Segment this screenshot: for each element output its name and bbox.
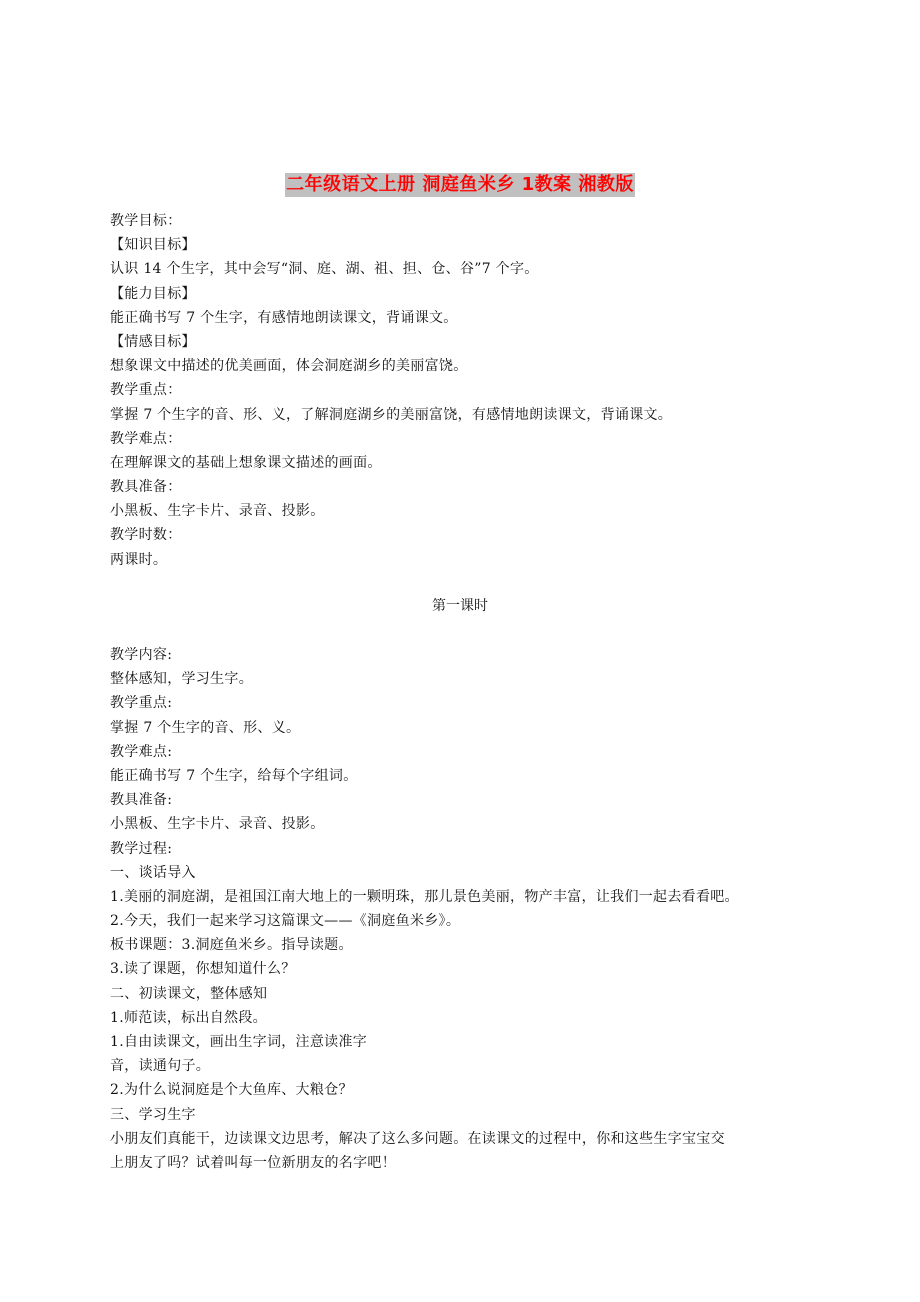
heading-knowledge-goal: 【知识目标】 bbox=[110, 237, 196, 254]
difficulties-text: 在理解课文的基础上想象课文描述的画面。 bbox=[110, 454, 382, 471]
heading-lesson-content: 教学内容: bbox=[110, 647, 173, 663]
step-1-item-2: 2.今天，我们一起来学习这篇课文——《洞庭鱼米乡》。 bbox=[110, 913, 461, 930]
lesson-section bbox=[110, 643, 830, 1175]
heading-ability-goal: 【能力目标】 bbox=[110, 285, 196, 302]
step-2-item-2a: 1.自由读课文，画出生字词，注意读准字 bbox=[110, 1034, 368, 1050]
lesson-key-points-text: 掌握 7 个生字的音、形、义。 bbox=[110, 719, 301, 736]
heading-class-hours: 教学时数： bbox=[110, 527, 182, 544]
step-3-heading: 三、学习生字 bbox=[110, 1106, 196, 1123]
lesson-difficulties-text: 能正确书写 7 个生字，给每个字组词。 bbox=[110, 767, 358, 784]
lesson-aids-text: 小黑板、生字卡片、录音、投影。 bbox=[110, 816, 325, 833]
title-wrap bbox=[0, 173, 920, 197]
heading-teaching-process: 教学过程: bbox=[110, 840, 173, 857]
heading-lesson-aids: 教具准备: bbox=[110, 792, 173, 809]
ability-goal-text: 能正确书写 7 个生字，有感情地朗读课文，背诵课文。 bbox=[110, 309, 458, 326]
lesson-content-text: 整体感知，学习生字。 bbox=[110, 671, 253, 688]
heading-lesson-key-points: 教学重点: bbox=[110, 695, 173, 712]
knowledge-goal-text: 认识 14 个生字，其中会写“洞、庭、湖、祖、担、仓、谷”7 个字。 bbox=[110, 261, 539, 278]
document-title: 二年级语文上册 洞庭鱼米乡 1教案 湘教版 bbox=[286, 174, 634, 195]
step-1-item-3: 3.读了课题，你想知道什么？ bbox=[110, 961, 296, 978]
step-1-heading: 一、谈话导入 bbox=[110, 864, 196, 881]
section-heading: 第一课时 bbox=[432, 598, 488, 614]
intro-section bbox=[110, 209, 830, 572]
step-1-item-1: 1.美丽的洞庭湖，是祖国江南大地上的一颗明珠，那儿景色美丽，物产丰富，让我们一起去看看吧。 bbox=[110, 888, 739, 905]
heading-emotion-goal: 【情感目标】 bbox=[110, 333, 196, 350]
heading-teaching-aids: 教具准备： bbox=[110, 479, 182, 496]
heading-difficulties: 教学难点： bbox=[110, 430, 182, 447]
teaching-aids-text: 小黑板、生字卡片、录音、投影。 bbox=[110, 503, 325, 520]
step-2-item-2b: 音，读通句子。 bbox=[110, 1058, 211, 1075]
heading-teaching-goals: 教学目标： bbox=[110, 213, 182, 229]
class-hours-text: 两课时。 bbox=[110, 551, 168, 568]
heading-key-points: 教学重点： bbox=[110, 382, 182, 399]
key-points-text: 掌握 7 个生字的音、形、义，了解洞庭湖乡的美丽富饶，有感情地朗读课文，背诵课文。 bbox=[110, 406, 673, 423]
step-2-heading: 二、初读课文，整体感知 bbox=[110, 985, 268, 1002]
step-3-text-2: 上朋友了吗？试着叫每一位新朋友的名字吧！ bbox=[110, 1154, 396, 1171]
step-3-text-1: 小朋友们真能干，边读课文边思考，解决了这么多问题。在读课文的过程中，你和这些生字宝宝交 bbox=[110, 1130, 725, 1147]
emotion-goal-text: 想象课文中描述的优美画面，体会洞庭湖乡的美丽富饶。 bbox=[110, 358, 468, 375]
step-2-item-1: 1.师范读，标出自然段。 bbox=[110, 1009, 267, 1026]
heading-lesson-difficulties: 教学难点: bbox=[110, 743, 173, 760]
step-2-item-3: 2.为什么说洞庭是个大鱼库、大粮仓？ bbox=[110, 1082, 353, 1099]
step-1-blackboard: 板书课题：3.洞庭鱼米乡。指导读题。 bbox=[110, 937, 353, 954]
